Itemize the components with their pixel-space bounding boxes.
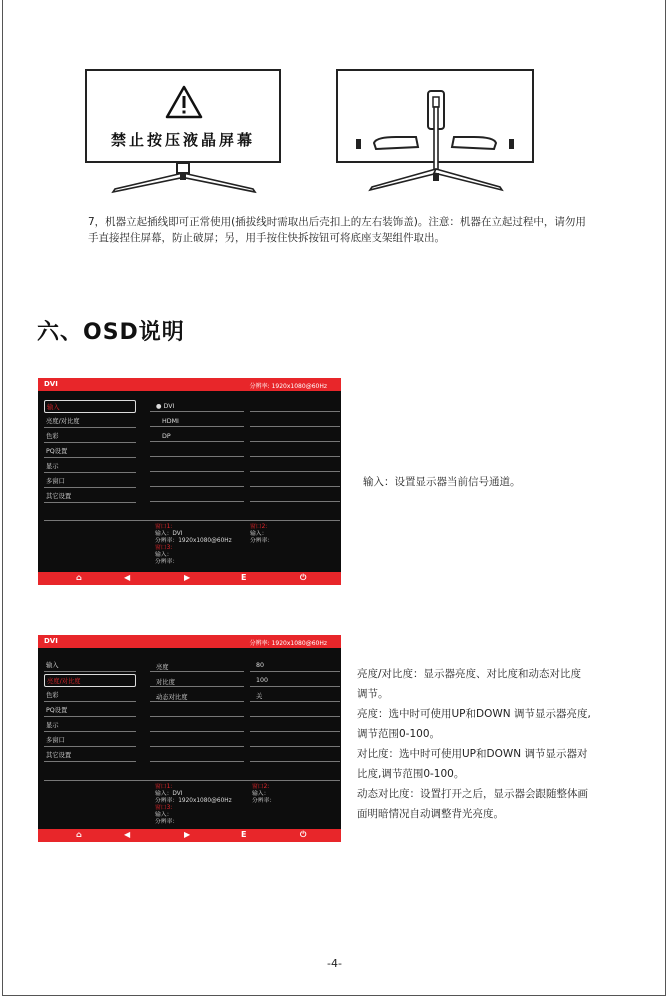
osd-button-bar [38,572,341,585]
page-number: -4- [327,957,342,970]
osd-brightness-description: 亮度/对比度：显示器亮度、对比度和动态对比度 调节。 亮度：选中时可使用UP和DOWN 调节显示器亮度, 调节范围0-100。 对比度：选中时可使用UP和DOWN 调节显示器对 比度,调节范围0-100。 动态对比度：设置打开之后，显示器会跟随整体画 面明暗情况自动调整背光亮度。 [357,668,591,820]
right-arrow-icon: ▶ [184,573,191,582]
home-icon: ⌂ [76,830,82,839]
exit-icon: E [241,573,247,582]
osd-divider [250,746,340,747]
osd-divider [250,486,340,487]
power-icon: ⏻ [300,573,307,582]
osd-divider [150,686,244,687]
osd-menu-item-brightness: 亮度/对比度 [44,674,136,687]
exit-icon: E [241,830,247,839]
warning-triangle-icon [165,85,203,119]
osd-input-menu-screenshot [38,378,341,585]
osd-button-bar [38,829,341,842]
osd-value-contrast: 100 [256,677,269,684]
osd-divider [250,456,340,457]
osd-divider [250,716,340,717]
osd-divider [44,780,340,781]
osd-menu-item-other: 其它设置 [44,490,136,503]
osd-divider [250,441,340,442]
monitor-stand [85,161,281,194]
osd-option-hdmi: HDMI [162,418,179,425]
osd-menu-item-pq: PQ设置 [44,704,136,717]
osd-header [38,635,341,648]
osd-option-brightness: 亮度 [156,664,169,671]
osd-window-info-left: 窗口1: 输入：DVI 分辨率：1920x1080@60Hz 窗口3: 输入： 分辨率： [155,524,232,565]
osd-window-info-right: 窗口2: 输入： 分辨率： [252,784,276,804]
home-icon: ⌂ [76,573,82,582]
osd-divider [250,426,340,427]
osd-menu-item-pq: PQ设置 [44,445,136,458]
osd-option-contrast: 对比度 [156,679,175,686]
osd-divider [150,486,244,487]
osd-menu-item-multiwindow: 多窗口 [44,734,136,747]
osd-divider [250,686,340,687]
osd-divider [250,701,340,702]
osd-divider [150,731,244,732]
osd-option-dp: DP [162,433,171,440]
osd-menu-item-color: 色彩 [44,689,136,702]
osd-divider [150,441,244,442]
monitor-back-details [336,69,534,194]
osd-option-dvi: ● DVI [156,403,175,410]
osd-menu-item-other: 其它设置 [44,749,136,762]
left-arrow-icon: ◀ [124,830,131,839]
osd-option-dynamic-contrast: 动态对比度 [156,694,188,701]
osd-divider [44,520,340,521]
power-icon: ⏻ [300,830,307,839]
osd-divider [150,501,244,502]
osd-brightness-menu-screenshot [38,635,341,842]
osd-divider [150,701,244,702]
osd-menu-item-display: 显示 [44,460,136,473]
osd-window-info-left: 窗口1: 输入：DVI 分辨率：1920x1080@60Hz 窗口3: 输入： 分辨率： [155,784,232,825]
osd-resolution-label: 分辨率: 1920x1080@60Hz [249,383,327,390]
monitor-front-illustration [85,69,281,194]
osd-menu-item-input: 输入 [44,659,136,672]
osd-menu-item-input: 输入 [44,400,136,413]
osd-source-label: DVI [44,637,58,645]
osd-divider [150,426,244,427]
osd-header [38,378,341,391]
osd-window-info-right: 窗口2: 输入： 分辨率： [250,524,274,544]
osd-divider [250,471,340,472]
osd-divider [150,411,244,412]
osd-menu-item-display: 显示 [44,719,136,732]
osd-menu-item-color: 色彩 [44,430,136,443]
osd-divider [150,716,244,717]
osd-divider [150,471,244,472]
osd-divider [150,761,244,762]
section-title: 六、OSD说明 [37,320,185,345]
osd-menu-item-multiwindow: 多窗口 [44,475,136,488]
osd-divider [150,456,244,457]
right-arrow-icon: ▶ [184,830,191,839]
stand-instructions-paragraph: 7，机器立起插线即可正常使用(插拔线时需取出后壳扣上的左右装饰盖)。注意：机器在立起过程中，请勿用手直接捏住屏幕，防止破屏；另，用手按住快拆按钮可将底座支架组件取出。 [88,216,586,244]
osd-input-description: 输入：设置显示器当前信号通道。 [363,476,521,488]
osd-source-label: DVI [44,380,58,388]
osd-divider [250,731,340,732]
left-arrow-icon: ◀ [124,573,131,582]
osd-divider [250,501,340,502]
osd-divider [250,671,340,672]
osd-divider [250,411,340,412]
osd-divider [250,761,340,762]
osd-value-brightness: 80 [256,662,265,669]
osd-value-dynamic-contrast: 关 [256,693,263,700]
monitor-back-illustration [336,69,534,194]
osd-menu-item-brightness: 亮度/对比度 [44,415,136,428]
osd-divider [150,746,244,747]
warning-text: 禁止按压液晶屏幕 [110,131,255,149]
monitor-screen [85,69,281,163]
osd-divider [150,671,244,672]
osd-resolution-label: 分辨率: 1920x1080@60Hz [249,640,327,647]
